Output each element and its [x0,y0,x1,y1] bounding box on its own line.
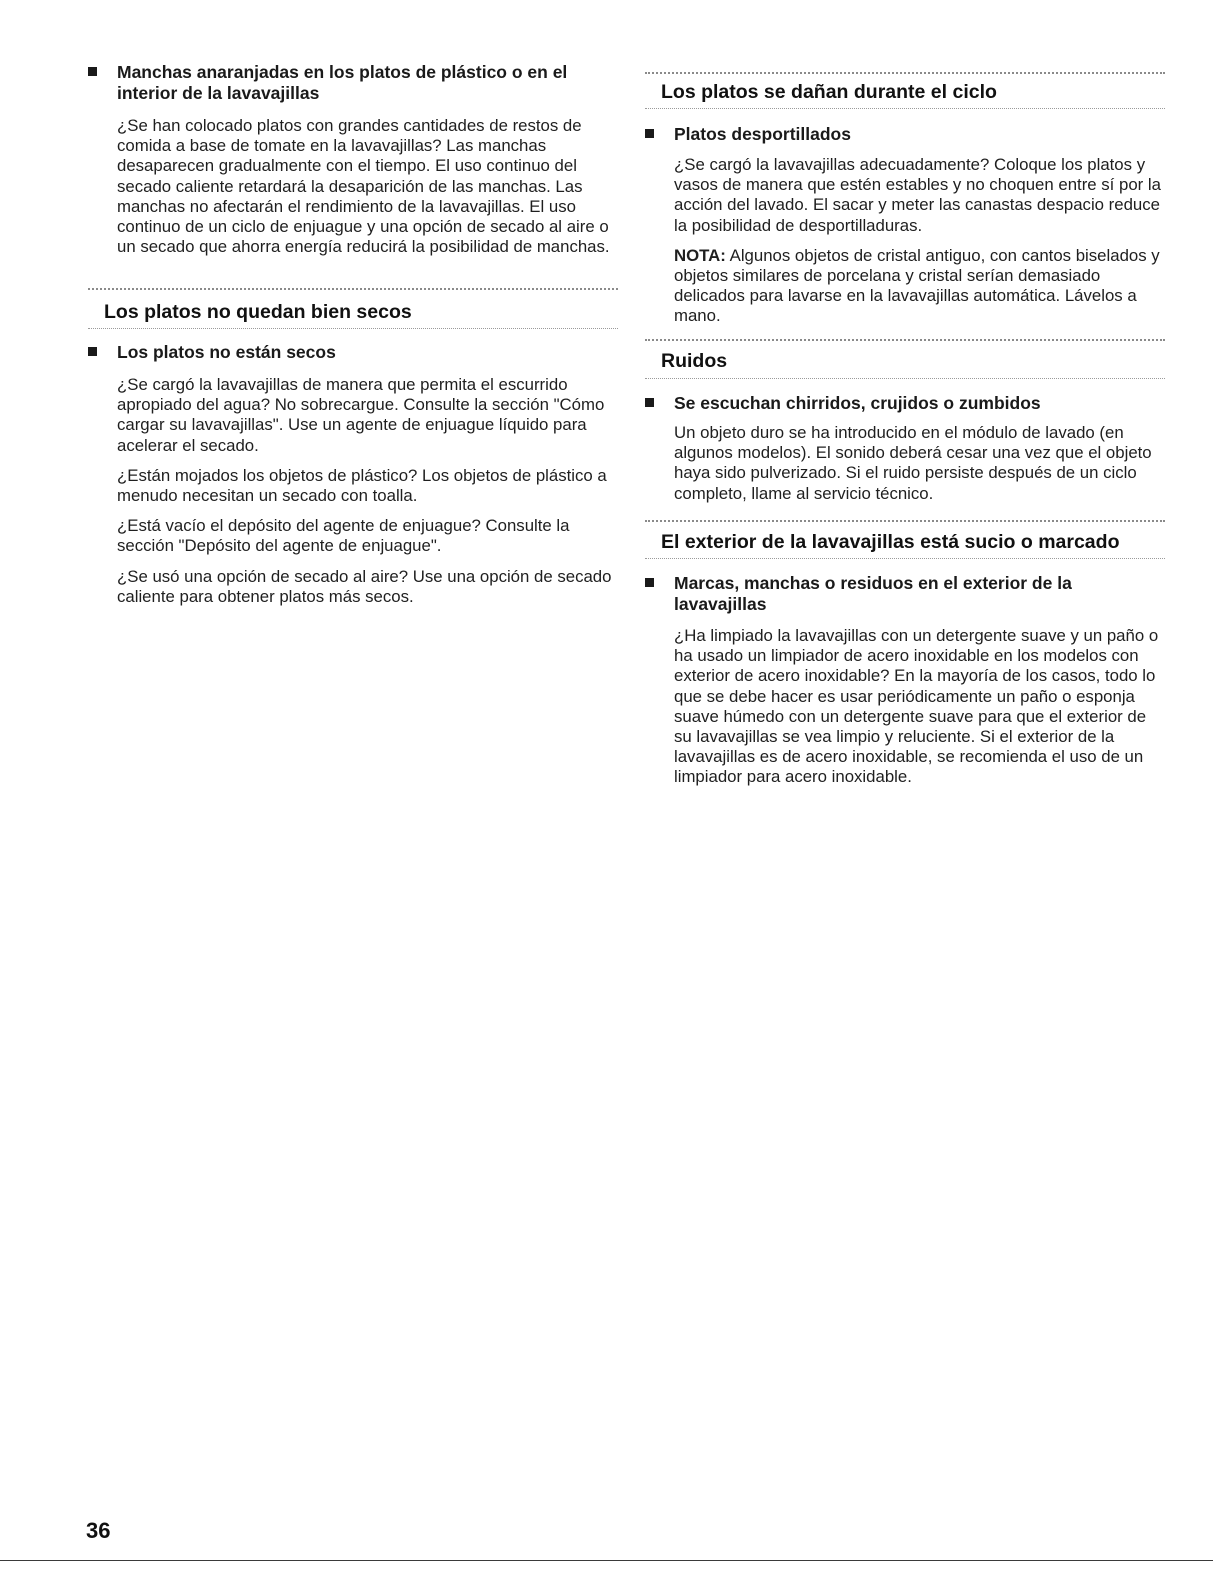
paragraph: ¿Se usó una opción de secado al aire? Use una opción de secado caliente para obtener platos más secos. [117,566,612,606]
dotted-rule [645,378,1165,379]
chipped-heading: Platos desportillados [645,124,1165,145]
noise-block [645,393,1165,504]
exterior-section-header [645,520,1165,559]
dotted-rule [88,288,618,290]
section-title: Ruidos [661,350,728,372]
page-number: 36 [86,1518,111,1543]
dry-section-header [88,288,618,329]
paragraph: ¿Están mojados los objetos de plástico? Los objetos de plástico a menudo necesitan un secado con toalla. [117,465,607,506]
paragraph: Un objeto duro se ha introducido en el módulo de lavado (en algunos modelos). El sonido deberá cesar una vez que el objeto haya sido pulverizado. Si el ruido persiste después de un ciclo completo, llame al servicio técnico. [674,423,1152,503]
dotted-rule [645,339,1165,341]
dotted-rule [645,108,1165,109]
dry-heading: Los platos no están secos [88,342,623,363]
damage-section-header [645,72,1165,109]
square-bullet-icon [645,398,654,407]
stains-block [88,62,623,257]
section-title: Los platos se dañan durante el ciclo [661,81,997,103]
bottom-rule [0,1560,1213,1561]
exterior-heading: Marcas, manchas o residuos en el exterior de la lavavajillas [645,573,1165,615]
section-title: El exterior de la lavavajillas está sucio o marcado [661,531,1120,553]
square-bullet-icon [88,67,97,76]
note-label: NOTA: [674,245,726,265]
damage-block [645,124,1165,327]
noise-heading: Se escuchan chirridos, crujidos o zumbidos [645,393,1165,414]
stains-heading: Manchas anaranjadas en los platos de plástico o en el interior de la lavavajillas [88,62,623,104]
exterior-block [645,573,1165,788]
paragraph: ¿Está vacío el depósito del agente de enjuague? Consulte la sección "Depósito del agente de enjuague". [117,516,570,556]
dry-block [88,342,623,607]
stains-paragraph: ¿Se han colocado platos con grandes cantidades de restos de comida a base de tomate en la lavavajillas? Las manchas desaparecen gradualmente con el tiempo. El uso continuo del secado caliente retardará la desaparición de las manchas. Las manchas no afectarán el rendimiento de la lavavajillas. El uso continuo de un ciclo de enjuague y una opción de secado al aire o un secado que ahorra energía reducirá la posibilidad de manchas. [117,116,610,257]
square-bullet-icon [645,578,654,587]
paragraph: ¿Se cargó la lavavajillas de manera que permita el escurrido apropiado del agua? No sobrecargue. Consulte la sección "Cómo cargar su lavavajillas". Use un agente de enjuague líquido para acelerar el secado. [117,375,605,455]
dotted-rule [645,72,1165,74]
dotted-rule [645,520,1165,522]
dotted-rule [88,328,618,329]
square-bullet-icon [645,129,654,138]
paragraph: ¿Se cargó la lavavajillas adecuadamente? Coloque los platos y vasos de manera que estén estables y no choquen entre sí por la acción del lavado. El sacar y meter las canastas despacio reduce la posibilidad de desportilladuras. [674,155,1161,235]
noise-section-header [645,339,1165,379]
note-text: Algunos objetos de cristal antiguo, con cantos biselados y objetos similares de porcelana y cristal serían demasiado delicados para lavarse en la lavavajillas automática. Lávelos a mano. [674,245,1160,326]
paragraph: ¿Ha limpiado la lavavajillas con un detergente suave y un paño o ha usado un limpiador de acero inoxidable en los modelos con exterior de acero inoxidable? En la mayoría de los casos, todo lo que se debe hacer es usar periódicamente un paño o esponja suave húmedo con un detergente suave para que el exterior de su lavavajillas se vea limpio y reluciente. Si el exterior de la lavavajillas es de acero inoxidable, se recomienda el uso de un limpiador para acero inoxidable. [674,626,1159,787]
section-title: Los platos no quedan bien secos [104,301,412,323]
dotted-rule [645,558,1165,559]
square-bullet-icon [88,347,97,356]
note-paragraph [674,246,1165,327]
